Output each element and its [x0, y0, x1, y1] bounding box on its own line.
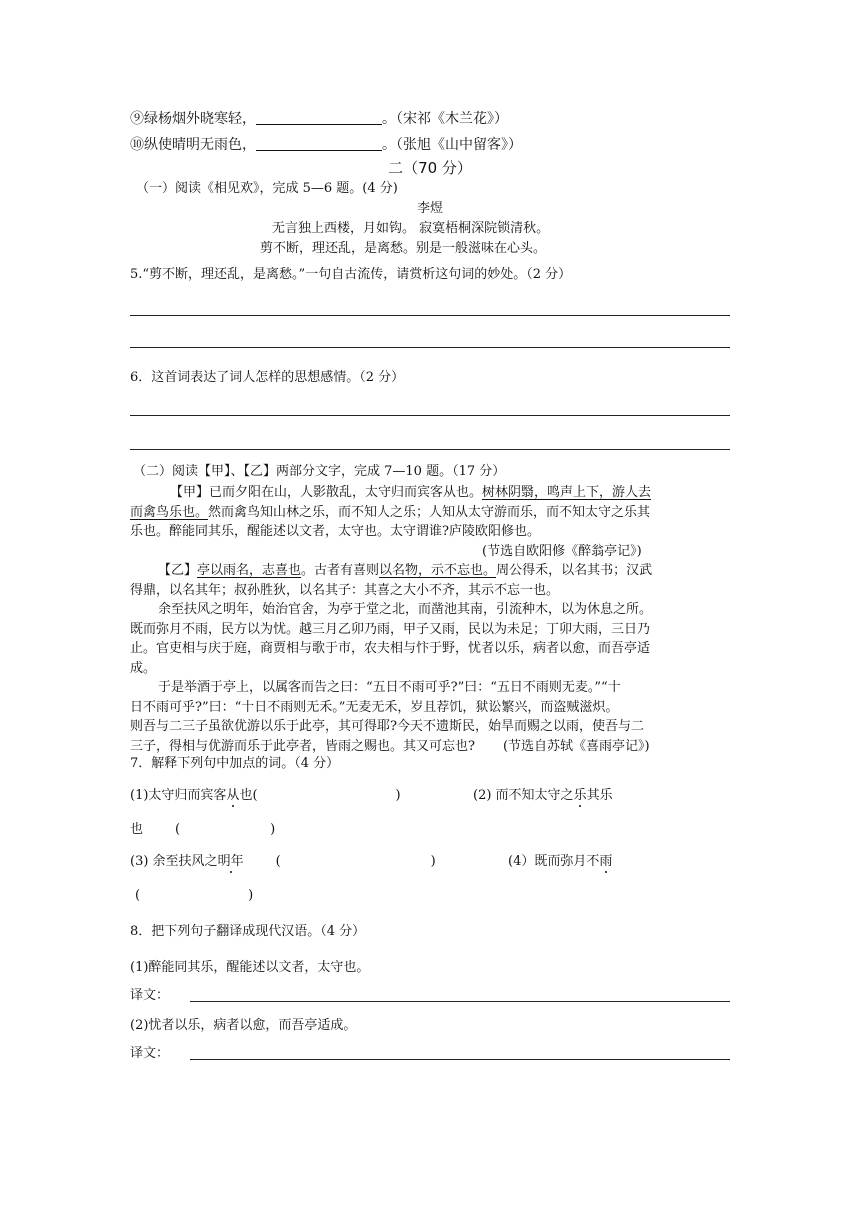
item-text: ( — [135, 888, 141, 903]
item-text: ) — [270, 822, 276, 837]
q7-item-4 — [508, 853, 612, 870]
passage-source: (节选自欧阳修《醉翁亭记》) — [482, 543, 642, 559]
fill-item-10 — [130, 136, 522, 154]
answer-blank[interactable] — [256, 110, 382, 125]
passage-text: 成。 — [130, 660, 157, 676]
passage-text: 既而弥月不雨，民方以为忧。越三月乙卯乃雨，甲子又雨，民以为未足；丁卯大雨，三日乃 — [130, 621, 651, 637]
item-text: (2) 而不知太守之 — [473, 788, 574, 803]
item-text: 也( — [239, 788, 258, 803]
dotted-word: 明年 — [217, 854, 244, 869]
poem-line-1: 无言独上西楼，月如钩。 寂寞梧桐深院锁清秋。 — [272, 221, 550, 236]
dotted-word: 乐 — [573, 788, 587, 803]
answer-blank[interactable] — [256, 136, 382, 151]
part1-intro: （一）阅读《相见欢》，完成 5—6 题。(4 分) — [136, 181, 398, 196]
item-text: ) — [395, 788, 401, 803]
passage-yi — [130, 561, 730, 756]
passage-text: 日不雨可乎?”曰：“十日不雨则无禾。”无麦无禾，岁且荐饥，狱讼繁兴，而盗贼滋炽。 — [130, 699, 619, 715]
question-5: 5.“剪不断，理还乱，是离愁。”一句自古流传，请赏析这句词的妙处。（2 分） — [130, 267, 572, 282]
item-text: ( — [275, 854, 281, 869]
q8-sentence-1: (1)醉能同其乐，醒能述以文者，太守也。 — [130, 960, 370, 975]
q7-item-2 — [473, 787, 613, 804]
poem-line-2: 剪不断，理还乱，是离愁。别是一般滋味在心头。 — [260, 241, 547, 256]
passage-text: 【甲】已而夕阳在山，人影散乱，太守归而宾客从也。 — [170, 485, 483, 500]
q8-sentence-2: (2)忧者以乐，病者以愈，而吾亭适成。 — [130, 1018, 357, 1033]
passage-text: 止。官吏相与庆于庭，商贾相与歌于市，农夫相与忭于野，忧者以乐，病者以愈，而吾亭适 — [130, 641, 651, 656]
q7-item-1 — [130, 787, 401, 804]
dotted-word: 从 — [226, 788, 240, 803]
underlined-sentence: 以名物，示不忘也。 — [379, 563, 497, 578]
answer-line[interactable] — [130, 347, 730, 348]
item-text: 其乐 — [586, 788, 613, 803]
passage-text: 则吾与二三子虽欲优游以乐于此亭，其可得耶?今天不遗斯民，始旱而赐之以雨，使吾与二 — [130, 719, 644, 734]
passage-text: 得鼎，以名其年；叔孙胜狄，以名其子：其喜之大小不齐，其示不忘一也。 — [130, 582, 560, 598]
question-6: 6．这首词表达了词人怎样的思想感情。（2 分） — [130, 370, 405, 385]
item-text: ) — [248, 888, 254, 903]
item-text: ( — [175, 822, 181, 837]
fill-item-9 — [130, 110, 508, 128]
question-7: 7．解释下列句中加点的词。（4 分） — [130, 756, 340, 771]
passage-text: 【乙】 — [158, 563, 198, 578]
underlined-sentence: 亭以雨名，志喜也 — [197, 563, 302, 578]
passage-text: 三子，得相与优游而乐于此亭者，皆雨之赐也。其又可忘也? — [130, 738, 475, 754]
q7-item-3 — [130, 853, 436, 870]
passage-jia — [130, 483, 730, 561]
fill-item-prefix: ⑨绿杨烟外晓寒轻， — [130, 111, 256, 127]
item-text: (4）既而弥月不 — [508, 854, 600, 869]
underlined-sentence: 树林阴翳，鸣声上下，游人去 — [482, 485, 652, 500]
underlined-sentence: 而禽鸟乐也。 — [130, 504, 209, 520]
q7-item-4-cont — [135, 887, 253, 904]
item-text: 也 — [130, 822, 144, 837]
translation-line[interactable] — [190, 1001, 730, 1002]
item-text: ) — [430, 854, 436, 869]
section-title: 二（70 分） — [388, 159, 472, 177]
passage-text: 周公得禾，以名其书；汉武 — [496, 563, 653, 578]
translation-label: 译文： — [130, 988, 170, 1003]
item-text: (3) 余至扶风之 — [130, 854, 218, 869]
question-8: 8．把下列句子翻译成现代汉语。（4 分） — [130, 924, 366, 939]
item-text: (1)太守归而宾客 — [130, 788, 227, 803]
poem-author: 李煜 — [416, 201, 443, 216]
part2-intro: （二）阅读【甲】、【乙】两部分文字，完成 7—10 题。（17 分） — [133, 464, 506, 479]
passage-source: (节选自苏轼《喜雨亭记》) — [502, 738, 650, 754]
q7-item-2-cont — [130, 821, 275, 838]
passage-text: 乐也。醉能同其乐，醒能述以文者，太守也。太守谓谁?庐陵欧阳修也。 — [130, 524, 540, 539]
answer-line[interactable] — [130, 449, 730, 450]
passage-text: 。古者有喜则 — [301, 563, 380, 578]
answer-line[interactable] — [130, 315, 730, 316]
fill-item-suffix: 。（宋祁《木兰花》） — [382, 111, 508, 127]
passage-text: 然而禽鸟知山林之乐，而不知人之乐；人知从太守游而乐，而不知太守之乐其 — [208, 504, 651, 520]
fill-item-prefix: ⑩纵使晴明无雨色， — [130, 137, 256, 153]
translation-label: 译文： — [130, 1046, 170, 1061]
passage-text: 于是举酒于亭上，以属客而告之曰：“五日不雨可乎?”曰：“五日不雨则无麦。”“十 — [158, 680, 621, 695]
dotted-word: 雨 — [599, 854, 613, 869]
answer-line[interactable] — [130, 415, 730, 416]
fill-item-suffix: 。（张旭《山中留客》） — [382, 137, 522, 153]
translation-line[interactable] — [190, 1059, 730, 1060]
passage-text: 余至扶风之明年，始治官舍，为亭于堂之北，而凿池其南，引流种木，以为休息之所。 — [158, 602, 653, 617]
